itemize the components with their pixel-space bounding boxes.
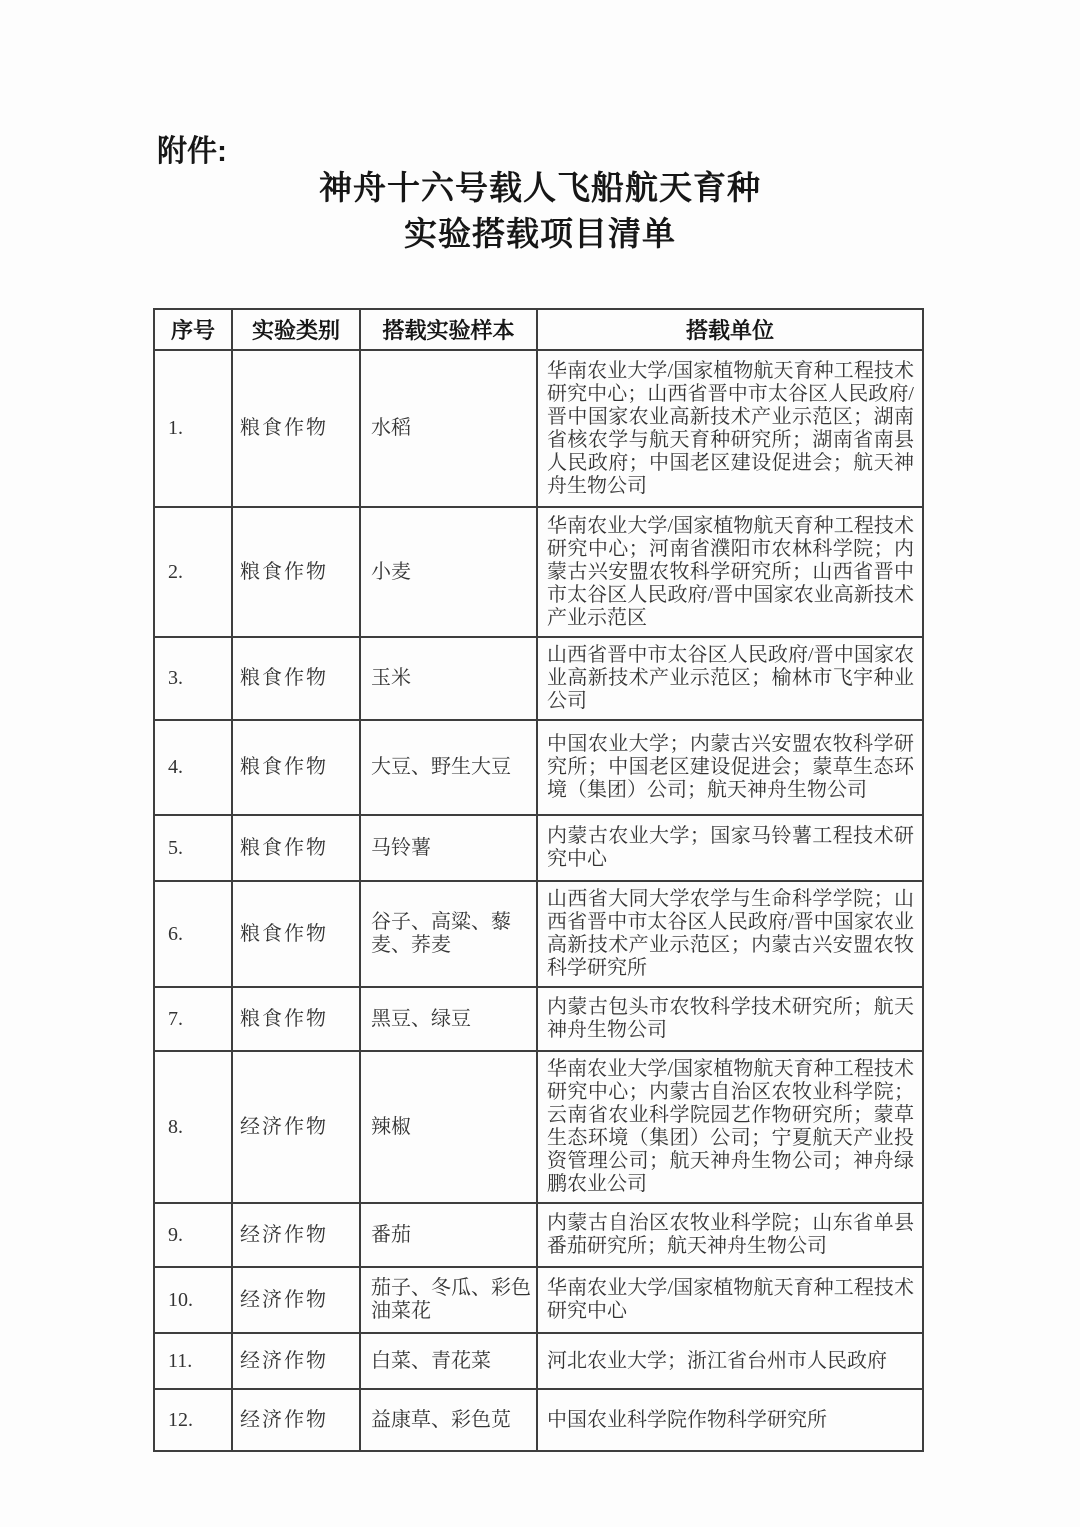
table-row — [154, 987, 923, 1051]
cell-units: 山西省晋中市太谷区人民政府/晋中国家农业高新技术产业示范区；榆林市飞宇种业公司 — [537, 637, 923, 720]
cell-category: 粮食作物 — [232, 637, 360, 720]
table-row — [154, 1203, 923, 1267]
cell-sample: 谷子、高粱、藜麦、荞麦 — [360, 881, 537, 987]
cell-units: 内蒙古自治区农牧业科学院；山东省单县番茄研究所；航天神舟生物公司 — [537, 1203, 923, 1267]
table-row — [154, 637, 923, 720]
cell-no: 12. — [154, 1389, 232, 1451]
cell-category: 粮食作物 — [232, 350, 360, 507]
cell-sample: 玉米 — [360, 637, 537, 720]
table-row — [154, 1051, 923, 1203]
table-row — [154, 881, 923, 987]
cell-units: 内蒙古包头市农牧科学技术研究所；航天神舟生物公司 — [537, 987, 923, 1051]
cell-no: 6. — [154, 881, 232, 987]
table-row — [154, 815, 923, 881]
column-header-category: 实验类别 — [232, 309, 360, 350]
document-title-line-1: 神舟十六号载人飞船航天育种 — [319, 171, 761, 207]
cell-category: 粮食作物 — [232, 881, 360, 987]
cell-category: 经济作物 — [232, 1051, 360, 1203]
cell-no: 2. — [154, 507, 232, 637]
cell-sample: 水稻 — [360, 350, 537, 507]
cell-category: 经济作物 — [232, 1203, 360, 1267]
cell-units: 华南农业大学/国家植物航天育种工程技术研究中心 — [537, 1267, 923, 1333]
cell-units: 中国农业科学院作物科学研究所 — [537, 1389, 923, 1451]
cell-category: 经济作物 — [232, 1267, 360, 1333]
cell-sample: 黑豆、绿豆 — [360, 987, 537, 1051]
cell-category: 经济作物 — [232, 1389, 360, 1451]
cell-category: 粮食作物 — [232, 720, 360, 815]
document-title-line-2: 实验搭载项目清单 — [404, 217, 676, 253]
cell-no: 8. — [154, 1051, 232, 1203]
cell-no: 4. — [154, 720, 232, 815]
table-row — [154, 507, 923, 637]
payload-project-table — [153, 308, 924, 1452]
cell-units: 内蒙古农业大学；国家马铃薯工程技术研究中心 — [537, 815, 923, 881]
cell-units: 中国农业大学；内蒙古兴安盟农牧科学研究所；中国老区建设促进会；蒙草生态环境（集团）公司；航天神舟生物公司 — [537, 720, 923, 815]
column-header-no: 序号 — [154, 309, 232, 350]
cell-units: 华南农业大学/国家植物航天育种工程技术研究中心；山西省晋中市太谷区人民政府/晋中国家农业高新技术产业示范区；湖南省核农学与航天育种研究所；湖南省南县人民政府；中国老区建设促进会；航天神舟生物公司 — [537, 350, 923, 507]
column-header-sample: 搭载实验样本 — [360, 309, 537, 350]
table-row — [154, 1333, 923, 1389]
payload-table-body — [154, 350, 923, 1451]
cell-category: 粮食作物 — [232, 507, 360, 637]
table-header-row — [154, 309, 923, 350]
table-row — [154, 350, 923, 507]
cell-units: 山西省大同大学农学与生命科学学院；山西省晋中市太谷区人民政府/晋中国家农业高新技术产业示范区；内蒙古兴安盟农牧科学研究所 — [537, 881, 923, 987]
cell-no: 11. — [154, 1333, 232, 1389]
cell-sample: 马铃薯 — [360, 815, 537, 881]
cell-units: 华南农业大学/国家植物航天育种工程技术研究中心；河南省濮阳市农林科学院；内蒙古兴安盟农牧科学研究所；山西省晋中市太谷区人民政府/晋中国家农业高新技术产业示范区 — [537, 507, 923, 637]
table-row — [154, 1267, 923, 1333]
table-row — [154, 720, 923, 815]
cell-no: 7. — [154, 987, 232, 1051]
cell-sample: 茄子、冬瓜、彩色油菜花 — [360, 1267, 537, 1333]
cell-units: 华南农业大学/国家植物航天育种工程技术研究中心；内蒙古自治区农牧业科学院；云南省农业科学院园艺作物研究所；蒙草生态环境（集团）公司；宁夏航天产业投资管理公司；航天神舟生物公司；神舟绿鹏农业公司 — [537, 1051, 923, 1203]
cell-sample: 番茄 — [360, 1203, 537, 1267]
cell-no: 5. — [154, 815, 232, 881]
cell-no: 1. — [154, 350, 232, 507]
document-title — [0, 166, 1080, 258]
cell-no: 10. — [154, 1267, 232, 1333]
column-header-units: 搭载单位 — [537, 309, 923, 350]
cell-sample: 益康草、彩色苋 — [360, 1389, 537, 1451]
cell-category: 经济作物 — [232, 1333, 360, 1389]
cell-category: 粮食作物 — [232, 815, 360, 881]
attachment-label: 附件: — [157, 135, 227, 168]
cell-sample: 小麦 — [360, 507, 537, 637]
table-row — [154, 1389, 923, 1451]
cell-sample: 大豆、野生大豆 — [360, 720, 537, 815]
cell-category: 粮食作物 — [232, 987, 360, 1051]
cell-no: 3. — [154, 637, 232, 720]
cell-sample: 辣椒 — [360, 1051, 537, 1203]
cell-no: 9. — [154, 1203, 232, 1267]
cell-units: 河北农业大学；浙江省台州市人民政府 — [537, 1333, 923, 1389]
cell-sample: 白菜、青花菜 — [360, 1333, 537, 1389]
